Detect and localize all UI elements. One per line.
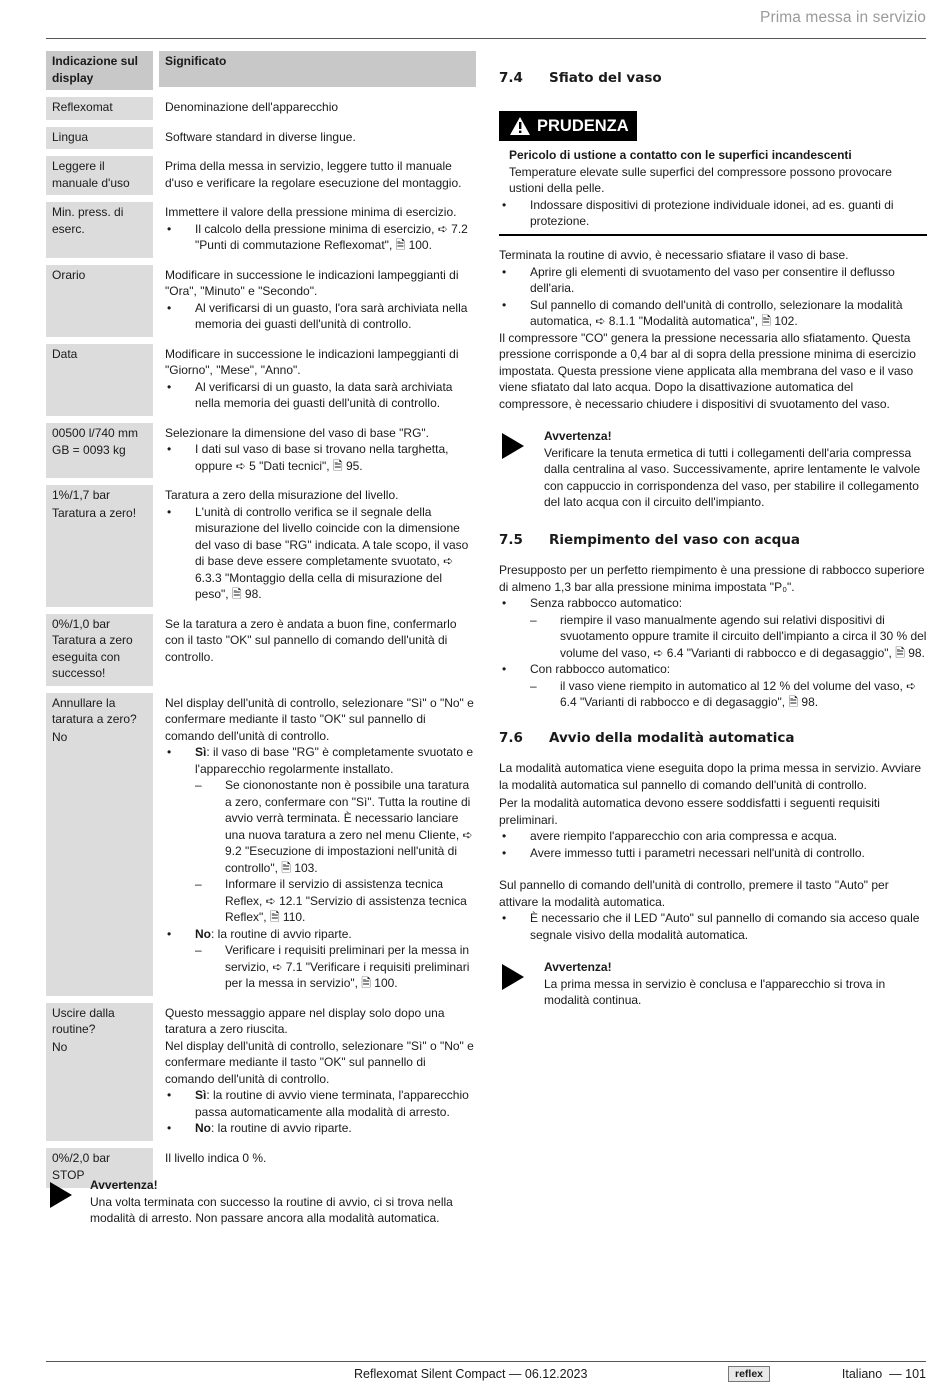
display-line: 00500 l/740 mm	[52, 425, 139, 440]
note-arrow-icon	[502, 433, 524, 459]
table-row	[46, 423, 476, 479]
display-line: No	[52, 1039, 68, 1054]
caution-box	[499, 111, 927, 236]
table-row	[46, 485, 476, 607]
body-text: Terminata la routine di avvio, è necessario sfiatare il vaso di base.	[499, 248, 849, 262]
meaning-cell: Denominazione dell'apparecchio	[165, 100, 339, 114]
note-arrow-icon	[50, 1182, 72, 1208]
table-header-row	[46, 51, 476, 90]
meaning-cell: Prima della messa in servizio, leggere tutto il manuale d'uso e verificare la regolare esecuzione del montaggio.	[165, 159, 462, 190]
reflex-logo: reflex	[728, 1366, 770, 1382]
section-title: Avvio della modalità automatica	[549, 730, 795, 746]
display-line: 0%/2,0 bar	[52, 1150, 111, 1165]
display-cell: 0%/1,0 bar Taratura a zero eseguita con successo!	[46, 614, 153, 686]
dash-item: – Informare il servizio di assistenza tecnica Reflex, ➪ 12.1 "Servizio di assistenza tecnica Reflex", 🗎 110.	[195, 876, 476, 926]
display-cell: Data	[46, 344, 153, 416]
meaning-cell: Software standard in diverse lingue.	[165, 129, 356, 144]
note-title: Avvertenza!	[544, 960, 612, 974]
meaning-cell	[159, 423, 476, 479]
display-cell: Leggere il manuale d'uso	[46, 156, 153, 195]
display-table	[46, 51, 476, 1195]
meaning-cell	[159, 344, 476, 416]
note-7-4	[502, 428, 927, 511]
meaning-text: Selezionare la dimensione del vaso di base "RG".	[165, 425, 429, 440]
display-cell	[46, 1003, 153, 1141]
section-title: Sfiato del vaso	[549, 70, 662, 86]
display-cell	[46, 423, 153, 479]
caution-label-text: PRUDENZA	[537, 116, 629, 135]
bullet-item	[499, 661, 927, 711]
dash-item: – riempire il vaso manualmente agendo sui relativi dispositivi di svuotamento oppure tramite il circuito dell'impianto a circa il 30 % del volume del vaso, ➪ 6.4 "Varianti di rabbocco e di degasaggio", 🗎 98.	[530, 612, 927, 662]
display-line: 1%/1,7 bar	[52, 488, 111, 502]
bullet-item: • È necessario che il LED "Auto" sul pannello di comando sia acceso quale segnale visivo della modalità automatica.	[499, 910, 927, 943]
note-arrow-icon	[502, 964, 524, 990]
table-header-meaning: Significato	[159, 51, 476, 87]
display-cell: Orario	[46, 265, 153, 337]
note-7-6	[502, 959, 927, 1009]
table-row	[46, 127, 476, 150]
note-text: La prima messa in servizio è conclusa e l'apparecchio si trova in modalità continua.	[544, 976, 886, 1007]
option-no-label: No	[195, 926, 211, 941]
display-line: Annullare la taratura a zero?	[52, 695, 137, 726]
footer-rule	[46, 1361, 926, 1362]
footer-page: Italiano — 101	[841, 1367, 926, 1381]
caution-title: Pericolo di ustione a contatto con le superfici incandescenti	[509, 148, 852, 162]
warning-triangle-icon	[509, 116, 531, 136]
meaning-cell	[159, 265, 476, 337]
display-line: STOP	[52, 1168, 85, 1182]
bullet-text: Senza rabbocco automatico:	[530, 596, 683, 610]
body-text: Il compressore "CO" genera la pressione necessaria allo sfiatamento. Questa pressione corrisponde a 0,4 bar al di sopra della pressione minima di esercizio impostata. Questa pressione viene applicata alla membrana del vaso e il vaso viene sfiatato dal lato acqua. Dopo la disattivazione automatica del compressore, è necessario chiudere i dispositivi di svuotamento del vaso.	[499, 330, 916, 411]
section-7-4-body	[499, 247, 927, 412]
caution-body	[499, 141, 927, 236]
display-cell: Min. press. di eserc.	[46, 202, 153, 258]
meaning-text: Modificare in successione le indicazioni lampeggianti di "Giorno", "Mese", "Anno".	[165, 346, 459, 377]
section-title: Riempimento del vaso con acqua	[549, 532, 800, 548]
table-row	[46, 693, 476, 996]
display-cell	[46, 693, 153, 996]
bullet-item: • avere riempito l'apparecchio con aria compressa e acqua.	[499, 828, 927, 845]
meaning-cell	[159, 614, 476, 686]
section-7-6-heading	[499, 730, 927, 747]
meaning-text: Modificare in successione le indicazioni lampeggianti di "Ora", "Minuto" e "Secondo".	[165, 267, 459, 298]
dash-item: – Se ciononostante non è possibile una taratura a zero, confermare con "Sì". Tutta la routine di avvio verrà terminata. È necessario lanciare una nuova taratura a zero nel menu Cliente, ➪ 9.2 "Esecuzione di impostazioni nell'unità di controllo", 🗎 103.	[195, 777, 476, 876]
bullet-item	[499, 595, 927, 661]
table-row	[46, 344, 476, 416]
section-7-6-body	[499, 760, 927, 943]
meaning-cell	[159, 485, 476, 607]
caution-text: Temperature elevate sulle superfici del compressore possono provocare ustioni della pelle.	[509, 164, 892, 195]
meaning-text: Se la taratura a zero è andata a buon fine, confermarlo con il tasto "OK" sul pannello di comando dell'unità di controllo.	[165, 616, 457, 664]
display-line: No	[52, 729, 68, 744]
section-7-4-heading	[499, 70, 927, 87]
header-rule	[46, 38, 926, 39]
caution-label	[499, 111, 637, 141]
note-left	[50, 1177, 470, 1227]
bullet-item	[165, 926, 476, 992]
display-cell: Lingua	[46, 127, 153, 150]
table-row	[46, 156, 476, 195]
display-cell	[46, 485, 153, 607]
option-yes-label: Sì	[195, 745, 207, 759]
option-no-label: No	[195, 1121, 211, 1135]
dash-item: – il vaso viene riempito in automatico al 12 % del volume del vaso, ➪ 6.4 "Varianti di rabbocco e di degasaggio", 🗎 98.	[530, 678, 927, 711]
bullet-item: • Aprire gli elementi di svuotamento del vaso per consentire il deflusso dell'aria.	[499, 264, 927, 297]
option-no-text: : la routine di avvio riparte.	[211, 926, 352, 941]
table-header-display: Indicazione sul display	[46, 51, 153, 90]
body-text: Sul pannello di comando dell'unità di controllo, premere il tasto "Auto" per attivare la modalità automatica.	[499, 878, 889, 909]
bullet-item: • Avere immesso tutti i parametri necessari nell'unità di controllo.	[499, 845, 927, 862]
footer-document: Reflexomat Silent Compact — 06.12.2023	[354, 1367, 588, 1381]
section-7-5-body	[499, 562, 927, 711]
section-7-5-heading	[499, 532, 927, 549]
bullet-item: • Il calcolo della pressione minima di esercizio, ➪ 7.2 "Punti di commutazione Reflexomat", 🗎 100.	[165, 221, 476, 254]
table-row	[46, 1003, 476, 1141]
bullet-text: Con rabbocco automatico:	[530, 662, 671, 676]
option-yes-text: : il vaso di base "RG" è completamente svuotato e l'apparecchio regolarmente installato.	[195, 745, 473, 776]
table-row	[46, 265, 476, 337]
note-title: Avvertenza!	[544, 429, 612, 443]
bullet-item: • I dati sul vaso di base si trovano nella targhetta, oppure ➪ 5 "Dati tecnici", 🗎 95.	[165, 441, 476, 474]
body-text: Per la modalità automatica devono essere soddisfatti i seguenti requisiti preliminari.	[499, 796, 880, 827]
bullet-item	[165, 744, 476, 926]
table-row	[46, 97, 476, 120]
bullet-item: • Indossare dispositivi di protezione individuale idonei, ad es. guanti di protezione.	[499, 197, 917, 230]
option-yes-label: Sì	[195, 1088, 207, 1102]
bullet-item	[165, 1120, 476, 1137]
bullet-item: • Sul pannello di comando dell'unità di controllo, selezionare la modalità automatica, ➪ 8.1.1 "Modalità automatica", 🗎 102.	[499, 297, 927, 330]
display-cell: Reflexomat	[46, 97, 153, 120]
meaning-cell	[159, 1003, 476, 1141]
bullet-item: • L'unità di controllo verifica se il segnale della misurazione del livello coincide con la dimensione del vaso di base "RG" indicata. A tale scopo, il vaso di base deve essere completamente svuotato, ➪ 6.3.3 "Montaggio della cella di misurazione del peso", 🗎 98.	[165, 504, 476, 603]
table-row	[46, 614, 476, 686]
meaning-text: Nel display dell'unità di controllo, selezionare "Sì" o "No" e confermare mediante il tasto "OK" sul pannello di comando dell'unità di controllo.	[165, 695, 474, 743]
display-line: Uscire dalla routine?	[52, 1005, 115, 1036]
running-header: Prima messa in servizio	[760, 9, 926, 26]
bullet-item	[165, 1087, 476, 1120]
display-line: Taratura a zero!	[52, 505, 137, 520]
meaning-text: Immettere il valore della pressione minima di esercizio.	[165, 205, 457, 219]
note-text: Una volta terminata con successo la routine di avvio, ci si trova nella modalità di arresto. Non passare ancora alla modalità automatica.	[90, 1194, 453, 1225]
section-number: 7.4	[499, 70, 523, 86]
meaning-text: Taratura a zero della misurazione del livello.	[165, 488, 399, 502]
bullet-item: • Al verificarsi di un guasto, l'ora sarà archiviata nella memoria dei guasti dell'unità di controllo.	[165, 300, 476, 333]
table-row	[46, 202, 476, 258]
note-text: Verificare la tenuta ermetica di tutti i collegamenti dell'aria compressa dalla centralina al vaso. Successivamente, aprire lentamente le valvole con cappuccio in corrispondenza del vaso, per stabilire il collegamento del lato acqua con il circuito dell'impianto.	[544, 445, 921, 509]
option-yes-text: : la routine di avvio viene terminata, l'apparecchio passa automaticamente alla modalità di arresto.	[195, 1088, 469, 1119]
option-no-text: : la routine di avvio riparte.	[211, 1121, 352, 1135]
meaning-cell	[159, 202, 476, 258]
display-line: GB = 0093 kg	[52, 443, 126, 457]
meaning-text: Nel display dell'unità di controllo, selezionare "Sì" o "No" e confermare mediante il tasto "OK" sul pannello di comando dell'unità di controllo.	[165, 1038, 474, 1086]
body-text: La modalità automatica viene eseguita dopo la prima messa in servizio. Avviare la modalità automatica sul pannello di comando dell'unità di controllo.	[499, 761, 922, 792]
body-text: Presupposto per un perfetto riempimento è una pressione di rabbocco superiore di almeno 1,3 bar alla pressione minima impostata "P₀".	[499, 563, 925, 594]
meaning-text: Questo messaggio appare nel display solo dopo una taratura a zero riuscita.	[165, 1005, 445, 1036]
section-number: 7.6	[499, 730, 523, 746]
dash-item: – Verificare i requisiti preliminari per la messa in servizio, ➪ 7.1 "Verificare i requisiti preliminari per la messa in servizio", 🗎 100.	[195, 942, 476, 992]
meaning-cell	[159, 693, 476, 996]
note-title: Avvertenza!	[90, 1178, 158, 1192]
section-number: 7.5	[499, 532, 523, 548]
meaning-cell: Il livello indica 0 %.	[165, 1150, 267, 1165]
bullet-item: • Al verificarsi di un guasto, la data sarà archiviata nella memoria dei guasti dell'unità di controllo.	[165, 379, 476, 412]
